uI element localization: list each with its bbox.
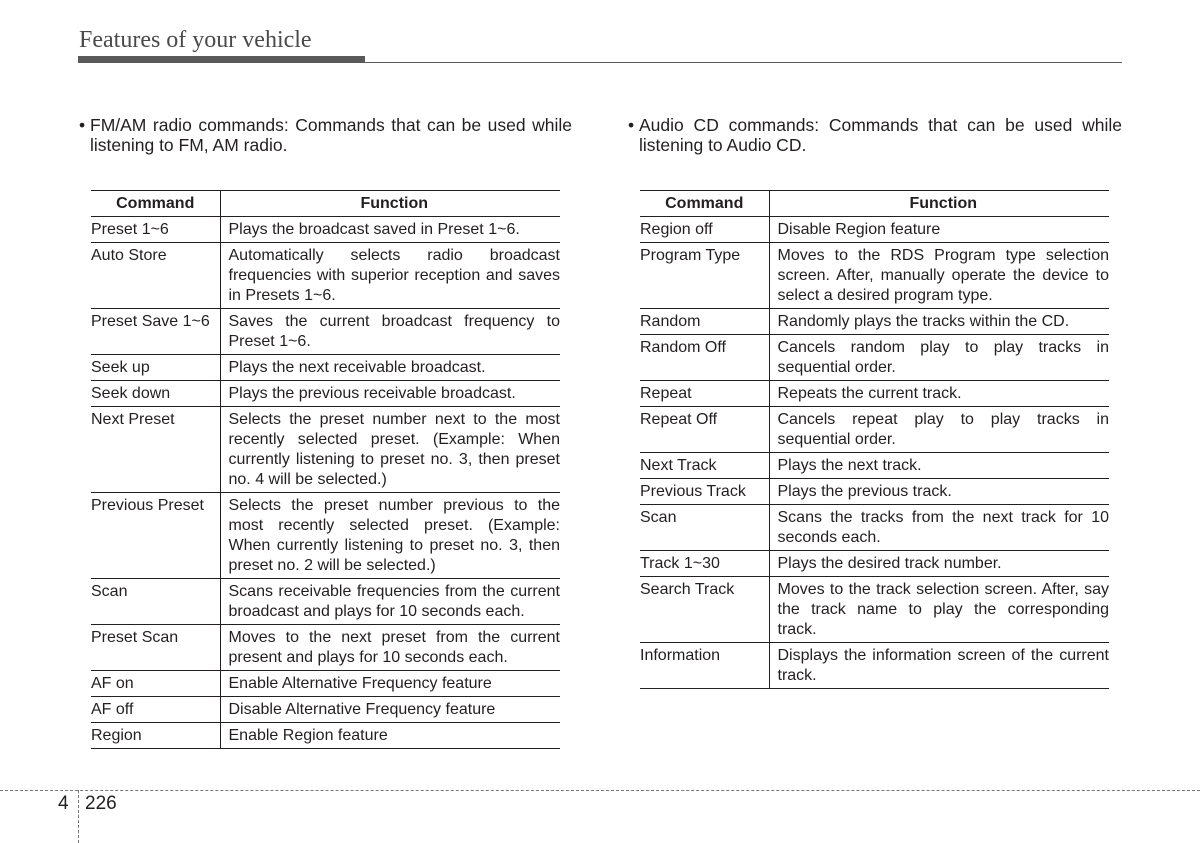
table-row xyxy=(91,381,560,407)
command-cell: Scan xyxy=(91,579,220,625)
table-row xyxy=(91,309,560,355)
table-row xyxy=(91,355,560,381)
footer-divider xyxy=(0,790,1200,791)
command-cell: Program Type xyxy=(640,243,769,309)
function-cell: Saves the current broadcast frequency to Preset 1~6. xyxy=(220,309,560,355)
function-cell: Enable Region feature xyxy=(220,723,560,749)
function-cell: Selects the preset number previous to the most recently selected preset. (Example: When currently listening to preset no. 3, then preset no. 2 will be selected.) xyxy=(220,493,560,579)
function-cell: Cancels repeat play to play tracks in sequential order. xyxy=(769,407,1109,453)
table-header-row xyxy=(91,191,560,217)
table-row xyxy=(91,217,560,243)
table-row xyxy=(640,643,1109,689)
function-cell: Repeats the current track. xyxy=(769,381,1109,407)
table-row xyxy=(91,671,560,697)
command-cell: Random xyxy=(640,309,769,335)
table-row xyxy=(91,625,560,671)
command-cell: Seek up xyxy=(91,355,220,381)
function-cell: Automatically selects radio broadcast frequencies with superior reception and saves in Presets 1~6. xyxy=(220,243,560,309)
table-row xyxy=(640,453,1109,479)
command-cell: Region off xyxy=(640,217,769,243)
table-row xyxy=(640,407,1109,453)
function-cell: Moves to the next preset from the current present and plays for 10 seconds each. xyxy=(220,625,560,671)
table-row xyxy=(91,493,560,579)
function-column-header: Function xyxy=(220,191,560,217)
function-cell: Selects the preset number next to the most recently selected preset. (Example: When currently listening to preset no. 3, then preset no. 4 will be selected.) xyxy=(220,407,560,493)
function-cell: Plays the next track. xyxy=(769,453,1109,479)
function-cell: Plays the broadcast saved in Preset 1~6. xyxy=(220,217,560,243)
function-cell: Cancels random play to play tracks in sequential order. xyxy=(769,335,1109,381)
section-number: 4 xyxy=(58,793,69,814)
command-cell: Track 1~30 xyxy=(640,551,769,577)
function-cell: Displays the information screen of the current track. xyxy=(769,643,1109,689)
table-row xyxy=(91,723,560,749)
left-intro xyxy=(79,115,572,155)
table-row xyxy=(640,577,1109,643)
command-cell: Scan xyxy=(640,505,769,551)
function-cell: Disable Region feature xyxy=(769,217,1109,243)
table-header-row xyxy=(640,191,1109,217)
command-column-header: Command xyxy=(91,191,220,217)
bullet-icon: • xyxy=(628,115,635,135)
fm-am-commands-table xyxy=(91,190,560,749)
command-cell: Next Preset xyxy=(91,407,220,493)
table-row xyxy=(640,335,1109,381)
function-cell: Randomly plays the tracks within the CD. xyxy=(769,309,1109,335)
function-cell: Moves to the track selection screen. After, say the track name to play the corresponding track. xyxy=(769,577,1109,643)
right-intro-text: Audio CD commands: Commands that can be used while listening to Audio CD. xyxy=(639,115,1122,155)
right-intro xyxy=(628,115,1122,155)
command-cell: Preset 1~6 xyxy=(91,217,220,243)
function-column-header: Function xyxy=(769,191,1109,217)
command-cell: Repeat xyxy=(640,381,769,407)
command-cell: Previous Preset xyxy=(91,493,220,579)
function-cell: Enable Alternative Frequency feature xyxy=(220,671,560,697)
command-cell: Random Off xyxy=(640,335,769,381)
function-cell: Plays the next receivable broadcast. xyxy=(220,355,560,381)
command-cell: Information xyxy=(640,643,769,689)
function-cell: Plays the desired track number. xyxy=(769,551,1109,577)
table-row xyxy=(91,697,560,723)
table-row xyxy=(640,505,1109,551)
fm-am-table-body xyxy=(91,217,560,749)
table-row xyxy=(640,309,1109,335)
function-cell: Scans receivable frequencies from the current broadcast and plays for 10 seconds each. xyxy=(220,579,560,625)
table-row xyxy=(640,217,1109,243)
command-cell: Preset Save 1~6 xyxy=(91,309,220,355)
table-row xyxy=(640,479,1109,505)
command-cell: AF on xyxy=(91,671,220,697)
command-cell: Next Track xyxy=(640,453,769,479)
command-cell: Previous Track xyxy=(640,479,769,505)
left-intro-text: FM/AM radio commands: Commands that can be used while listening to FM, AM radio. xyxy=(90,115,572,155)
audio-cd-table-body xyxy=(640,217,1109,689)
table-row xyxy=(640,243,1109,309)
page-number: 226 xyxy=(85,793,117,814)
footer-vertical-divider xyxy=(78,790,79,843)
function-cell: Scans the tracks from the next track for 10 seconds each. xyxy=(769,505,1109,551)
command-column-header: Command xyxy=(640,191,769,217)
function-cell: Plays the previous track. xyxy=(769,479,1109,505)
header-bar xyxy=(78,56,365,63)
page-header-title: Features of your vehicle xyxy=(79,27,312,53)
audio-cd-commands-table xyxy=(640,190,1109,689)
command-cell: Region xyxy=(91,723,220,749)
table-row xyxy=(91,407,560,493)
function-cell: Moves to the RDS Program type selection screen. After, manually operate the device to select a desired program type. xyxy=(769,243,1109,309)
command-cell: Preset Scan xyxy=(91,625,220,671)
table-row xyxy=(91,579,560,625)
command-cell: Search Track xyxy=(640,577,769,643)
command-cell: Repeat Off xyxy=(640,407,769,453)
table-row xyxy=(640,551,1109,577)
command-cell: Auto Store xyxy=(91,243,220,309)
command-cell: Seek down xyxy=(91,381,220,407)
bullet-icon: • xyxy=(79,115,86,135)
command-cell: AF off xyxy=(91,697,220,723)
table-row xyxy=(640,381,1109,407)
table-row xyxy=(91,243,560,309)
function-cell: Disable Alternative Frequency feature xyxy=(220,697,560,723)
function-cell: Plays the previous receivable broadcast. xyxy=(220,381,560,407)
header-rule xyxy=(365,62,1122,63)
